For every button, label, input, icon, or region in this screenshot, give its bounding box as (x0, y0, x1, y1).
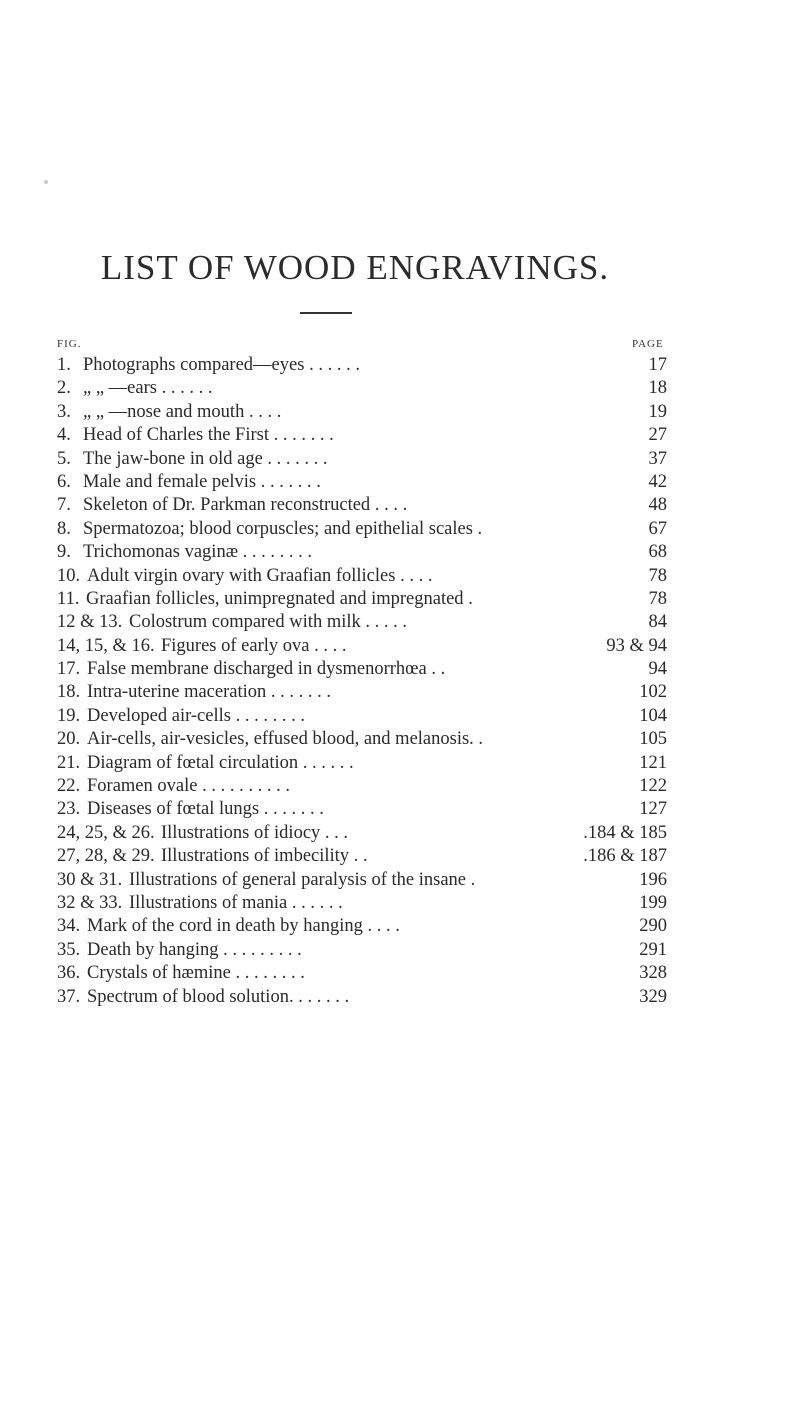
dot-leader: . . . . . . . (256, 471, 321, 492)
caption-text: „ „ —nose and mouth (83, 401, 245, 422)
figure-caption (87, 681, 331, 704)
figure-caption (83, 448, 328, 471)
figure-caption (87, 752, 354, 775)
figure-caption (161, 822, 348, 845)
dot-leader: . . . . . . . (269, 425, 334, 446)
page-number: 93 & 94 (606, 635, 667, 656)
list-item (57, 494, 667, 517)
dot-leader: . . . . (370, 495, 408, 516)
figure-number: 5. (57, 448, 71, 469)
page-number: 329 (639, 986, 667, 1007)
caption-text: Crystals of hæmine (87, 963, 231, 984)
page-number: 27 (648, 425, 667, 446)
page-number: 122 (639, 776, 667, 797)
dot-leader: . . . . . . (304, 355, 360, 375)
page-title: LIST OF WOOD ENGRAVINGS. (100, 248, 610, 287)
page-number: 121 (639, 752, 667, 773)
figure-caption (129, 869, 475, 892)
list-item (57, 424, 667, 447)
paper-speck (44, 180, 48, 184)
caption-text: Diseases of fœtal lungs (87, 799, 260, 820)
list-item (57, 635, 667, 658)
figure-number: 14, 15, & 16. (57, 635, 155, 656)
figure-number: 22. (57, 776, 81, 797)
caption-text: Colostrum compared with milk (129, 612, 361, 633)
caption-text: Mark of the cord in death by hanging (87, 916, 363, 937)
figure-number: 27, 28, & 29. (57, 846, 155, 867)
dot-leader: . (472, 518, 483, 539)
list-item (57, 939, 667, 962)
page-number: 94 (648, 659, 667, 680)
page-number: 127 (639, 799, 667, 820)
figure-number: 18. (57, 682, 81, 703)
dot-leader: . . . (320, 822, 349, 843)
figure-caption (87, 705, 305, 728)
list-item (57, 541, 667, 564)
page-number: 105 (639, 729, 667, 750)
page-number: 290 (639, 916, 667, 937)
list-item (57, 845, 667, 868)
list-item (57, 892, 667, 915)
figure-caption (83, 471, 321, 494)
caption-text: Skeleton of Dr. Parkman reconstructed (83, 495, 371, 516)
figure-caption (83, 377, 212, 400)
dot-leader: . . . . . . . (266, 682, 331, 703)
list-item (57, 915, 667, 938)
caption-text: False membrane discharged in dysmenorrhœa (87, 659, 427, 680)
dot-leader: . . . . . (360, 612, 407, 633)
figure-number: 6. (57, 471, 71, 492)
figure-number: 24, 25, & 26. (57, 822, 155, 843)
dot-leader: . . . . . . . . . . (197, 776, 290, 797)
figure-caption (87, 962, 305, 985)
list-item (57, 705, 667, 728)
figure-caption (161, 845, 368, 868)
caption-text: Illustrations of imbecility (161, 846, 350, 867)
list-item (57, 471, 667, 494)
list-item (57, 869, 667, 892)
page-number: 291 (639, 939, 667, 960)
caption-text: Head of Charles the First (83, 425, 269, 446)
figure-caption (87, 798, 324, 821)
figure-number: 36. (57, 963, 81, 984)
figure-number: 9. (57, 542, 71, 563)
dot-leader: . . . . . . . (262, 448, 328, 469)
figure-caption (83, 494, 407, 517)
page-number: 328 (639, 963, 667, 984)
title-divider (300, 312, 352, 314)
dot-leader: . . . . (395, 565, 433, 586)
figure-number: 32 & 33. (57, 892, 123, 913)
list-item (57, 822, 667, 845)
figure-caption (87, 728, 483, 751)
list-item (57, 962, 667, 985)
dot-leader: . . . . . . . . (238, 542, 313, 563)
caption-text: Male and female pelvis (83, 471, 257, 492)
caption-text: Illustrations of idiocy (161, 822, 321, 843)
dot-leader: . . . . . . . . (230, 963, 305, 984)
list-item (57, 986, 667, 1009)
figure-caption (87, 658, 445, 681)
figure-caption (87, 915, 400, 938)
figure-number: 8. (57, 518, 71, 539)
dot-leader: . . . . . . . . . (218, 939, 302, 960)
figure-caption (129, 611, 407, 634)
list-item (57, 798, 667, 821)
list-item (57, 377, 667, 400)
page-number: 17 (648, 355, 667, 375)
figure-number: 4. (57, 425, 71, 446)
page-number: 84 (648, 612, 667, 633)
page-number: 67 (648, 518, 667, 539)
list-item (57, 681, 667, 704)
dot-leader: . . . . . . (293, 986, 350, 1007)
figure-caption (161, 635, 346, 658)
page-number: 78 (648, 565, 667, 586)
figure-caption (87, 565, 432, 588)
figure-caption (87, 939, 302, 962)
list-item (57, 518, 667, 541)
dot-leader: . . (426, 659, 446, 680)
page-number: 68 (648, 542, 667, 563)
caption-text: Air-cells, air-vesicles, effused blood, and melanosis. (87, 729, 474, 750)
figure-caption (83, 354, 360, 377)
dot-leader: . . . . (244, 401, 282, 422)
page-number: .184 & 185 (583, 822, 667, 843)
page-number: 78 (648, 588, 667, 609)
dot-leader: . (463, 588, 473, 609)
figure-number: 21. (57, 752, 81, 773)
page-number: 199 (639, 892, 667, 913)
page-number: 19 (648, 401, 667, 422)
caption-text: Spectrum of blood solution. (87, 986, 294, 1007)
dot-leader: . . . . . . (287, 892, 343, 913)
caption-text: Diagram of fœtal circulation (87, 752, 299, 773)
list-item (57, 565, 667, 588)
figure-number: 17. (57, 659, 81, 680)
engravings-list (57, 354, 667, 1009)
figure-number: 11. (57, 588, 80, 609)
list-item (57, 752, 667, 775)
list-item (57, 658, 667, 681)
caption-text: Photographs compared—eyes (83, 355, 305, 375)
fig-column-header: FIG. (57, 338, 82, 350)
figure-number: 35. (57, 939, 81, 960)
figure-caption (83, 401, 281, 424)
caption-text: „ „ —ears (83, 378, 157, 399)
figure-number: 1. (57, 355, 71, 375)
caption-text: The jaw-bone in old age (83, 448, 263, 469)
page-number: 104 (639, 705, 667, 726)
figure-number: 20. (57, 729, 81, 750)
figure-caption (87, 775, 290, 798)
list-item (57, 588, 667, 611)
list-item (57, 611, 667, 634)
figure-caption (129, 892, 343, 915)
figure-number: 34. (57, 916, 81, 937)
figure-number: 10. (57, 565, 81, 586)
dot-leader: . . . . (309, 635, 347, 656)
page-number: 42 (648, 471, 667, 492)
caption-text: Illustrations of mania (129, 892, 288, 913)
dot-leader: . . (349, 846, 368, 867)
page-number: 37 (648, 448, 667, 469)
page-number: 196 (639, 869, 667, 890)
list-item (57, 401, 667, 424)
figure-number: 23. (57, 799, 81, 820)
list-item (57, 728, 667, 751)
caption-text: Adult virgin ovary with Graafian follicles (87, 565, 396, 586)
dot-leader: . . . . . . (156, 378, 213, 399)
caption-text: Graafian follicles, unimpregnated and impregnated (86, 588, 464, 609)
page-number: 102 (639, 682, 667, 703)
dot-leader: . . . . . . . . (230, 705, 305, 726)
dot-leader: . (466, 869, 476, 890)
figure-number: 30 & 31. (57, 869, 123, 890)
dot-leader: . (473, 729, 484, 750)
caption-text: Illustrations of general paralysis of the insane (129, 869, 467, 890)
caption-text: Death by hanging (87, 939, 219, 960)
list-item (57, 448, 667, 471)
dot-leader: . . . . . . (298, 752, 354, 773)
figure-number: 3. (57, 401, 71, 422)
figure-number: 2. (57, 378, 71, 399)
caption-text: Spermatozoa; blood corpuscles; and epithelial scales (83, 518, 473, 539)
caption-text: Trichomonas vaginæ (83, 542, 239, 563)
page-number: 48 (648, 495, 667, 516)
figure-caption (83, 518, 482, 541)
caption-text: Foramen ovale (87, 776, 198, 797)
figure-number: 37. (57, 986, 81, 1007)
figure-caption (83, 541, 312, 564)
figure-number: 7. (57, 495, 71, 516)
figure-number: 12 & 13. (57, 612, 123, 633)
dot-leader: . . . . . . . (259, 799, 324, 820)
figure-number: 19. (57, 705, 81, 726)
figure-caption (87, 986, 349, 1009)
page-number: 18 (648, 378, 667, 399)
list-item (57, 354, 667, 377)
dot-leader: . . . . (362, 916, 400, 937)
page-number: .186 & 187 (583, 846, 667, 867)
caption-text: Intra-uterine maceration (87, 682, 267, 703)
page-column-header: PAGE (632, 338, 664, 350)
list-item (57, 775, 667, 798)
figure-caption (86, 588, 473, 611)
caption-text: Figures of early ova (161, 635, 310, 656)
figure-caption (83, 424, 334, 447)
caption-text: Developed air-cells (87, 705, 231, 726)
